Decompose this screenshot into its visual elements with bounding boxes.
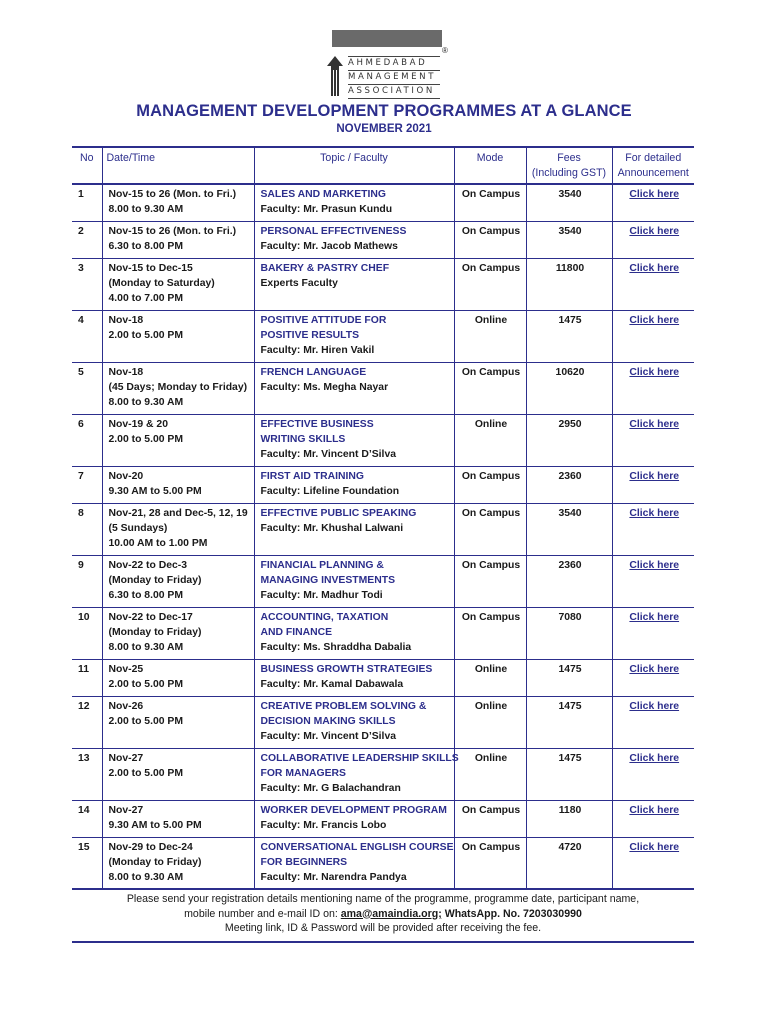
cell-topic-faculty	[254, 555, 454, 607]
cell-fee: 2360	[526, 555, 612, 607]
programme-title: COLLABORATIVE LEADERSHIP SKILLS	[260, 752, 459, 764]
cell-announcement	[612, 555, 694, 607]
table-row	[72, 800, 694, 837]
date-line: Nov-20	[108, 470, 144, 482]
logo-rule	[348, 84, 440, 85]
programme-title: SALES AND MARKETING	[260, 189, 386, 200]
cell-fee: 1475	[526, 696, 612, 748]
table-row	[72, 503, 694, 555]
cell-fee: 3540	[526, 221, 612, 258]
date-line: 10.00 AM to 1.00 PM	[108, 537, 208, 549]
click-here-link[interactable]: Click here	[629, 189, 680, 200]
cell-topic-faculty	[254, 221, 454, 258]
date-line: 8.00 to 9.30 AM	[108, 396, 184, 408]
cell-announcement	[612, 221, 694, 258]
logo-rule	[348, 56, 440, 57]
footer-divider	[72, 941, 694, 943]
cell-no: 5	[72, 362, 102, 414]
cell-no: 15	[72, 837, 102, 889]
cell-date-time	[102, 503, 254, 555]
faculty-name: Faculty: Mr. Kamal Dabawala	[260, 678, 404, 690]
date-line: 2.00 to 5.00 PM	[108, 433, 184, 445]
cell-no: 2	[72, 221, 102, 258]
click-here-link[interactable]: Click here	[629, 663, 680, 675]
table-header-row	[72, 147, 694, 184]
cell-mode: On Campus	[454, 466, 526, 503]
cell-date-time	[102, 310, 254, 362]
programme-title: POSITIVE RESULTS	[260, 329, 360, 341]
cell-mode: On Campus	[454, 837, 526, 889]
click-here-link[interactable]: Click here	[629, 507, 680, 519]
page-title: MANAGEMENT DEVELOPMENT PROGRAMMES AT A GLANCE	[136, 102, 632, 120]
date-line: (45 Days; Monday to Friday)	[108, 381, 248, 393]
cell-date-time	[102, 659, 254, 696]
cell-no: 3	[72, 258, 102, 310]
programme-title: POSITIVE ATTITUDE FOR	[260, 314, 387, 326]
table-row	[72, 696, 694, 748]
click-here-link[interactable]: Click here	[629, 262, 680, 274]
date-line: Nov-29 to Dec-24	[108, 841, 193, 853]
cell-fee: 3540	[526, 503, 612, 555]
cell-announcement	[612, 659, 694, 696]
cell-announcement	[612, 362, 694, 414]
date-line: Nov-25	[108, 663, 144, 675]
programme-title: ACCOUNTING, TAXATION	[260, 611, 389, 623]
cell-topic-faculty	[254, 659, 454, 696]
cell-announcement	[612, 748, 694, 800]
programme-title: CONVERSATIONAL ENGLISH COURSE	[260, 841, 454, 853]
programme-title: FINANCIAL PLANNING &	[260, 559, 384, 571]
cell-mode: Online	[454, 310, 526, 362]
date-line: Nov-26	[108, 700, 144, 712]
programmes-table-body	[72, 184, 694, 889]
cell-date-time	[102, 555, 254, 607]
whatsapp-number: WhatsApp. No. 7203030990	[441, 907, 582, 920]
faculty-name: Faculty: Mr. Madhur Todi	[260, 589, 383, 601]
cell-mode: On Campus	[454, 503, 526, 555]
cell-mode: On Campus	[454, 258, 526, 310]
programme-title: WRITING SKILLS	[260, 433, 346, 445]
footer-line-2-prefix: mobile number and e-mail ID on:	[184, 907, 341, 920]
programme-title: FIRST AID TRAINING	[260, 470, 365, 482]
ama-logo	[326, 30, 446, 100]
cell-announcement	[612, 184, 694, 221]
cell-date-time	[102, 800, 254, 837]
cell-no: 14	[72, 800, 102, 837]
date-line: Nov-18	[108, 314, 144, 326]
cell-mode: Online	[454, 696, 526, 748]
footer-line-2	[72, 907, 694, 922]
table-row	[72, 466, 694, 503]
cell-fee: 1475	[526, 748, 612, 800]
cell-topic-faculty	[254, 466, 454, 503]
table-row	[72, 748, 694, 800]
date-line: (5 Sundays)	[108, 522, 168, 534]
cell-announcement	[612, 800, 694, 837]
logo-rule	[348, 98, 440, 99]
header-fees: Fees (Including GST)	[526, 147, 612, 184]
faculty-name: Faculty: Ms. Megha Nayar	[260, 381, 389, 393]
cell-fee: 2360	[526, 466, 612, 503]
table-row	[72, 555, 694, 607]
date-line: Nov-22 to Dec-17	[108, 611, 193, 623]
cell-mode: Online	[454, 414, 526, 466]
table-row	[72, 310, 694, 362]
header-no: No	[72, 147, 102, 184]
programme-title: BAKERY & PASTRY CHEF	[260, 262, 390, 274]
faculty-name: Faculty: Mr. Khushal Lalwani	[260, 522, 404, 534]
cell-announcement	[612, 414, 694, 466]
ama-emblem-icon	[326, 56, 344, 96]
date-line: Nov-15 to Dec-15	[108, 262, 193, 274]
faculty-name: Faculty: Mr. Vincent D’Silva	[260, 730, 397, 742]
cell-mode: On Campus	[454, 221, 526, 258]
faculty-name: Faculty: Mr. Prasun Kundu	[260, 204, 393, 215]
cell-announcement	[612, 466, 694, 503]
cell-mode: On Campus	[454, 184, 526, 221]
faculty-name: Faculty: Mr. Narendra Pandya	[260, 871, 407, 883]
cell-mode: On Campus	[454, 555, 526, 607]
date-line: Nov-18	[108, 366, 144, 378]
cell-topic-faculty	[254, 414, 454, 466]
date-line: (Monday to Saturday)	[108, 277, 215, 289]
click-here-link[interactable]: Click here	[629, 611, 680, 623]
date-line: 9.30 AM to 5.00 PM	[108, 819, 202, 831]
date-line: 8.00 to 9.30 AM	[108, 204, 184, 215]
cell-mode: On Campus	[454, 607, 526, 659]
faculty-name: Experts Faculty	[260, 277, 338, 289]
cell-date-time	[102, 607, 254, 659]
table-row	[72, 184, 694, 221]
date-line: Nov-27	[108, 752, 144, 764]
footer-note	[72, 892, 694, 936]
cell-date-time	[102, 184, 254, 221]
cell-topic-faculty	[254, 607, 454, 659]
date-line: 6.30 to 8.00 PM	[108, 589, 184, 601]
click-here-link[interactable]: Click here	[629, 314, 680, 326]
cell-no: 12	[72, 696, 102, 748]
footer-line-1: Please send your registration details mentioning name of the programme, programme date, participant name,	[126, 893, 640, 905]
faculty-name: Faculty: Mr. Hiren Vakil	[260, 344, 375, 356]
cell-topic-faculty	[254, 258, 454, 310]
programme-title: CREATIVE PROBLEM SOLVING &	[260, 700, 427, 712]
cell-date-time	[102, 696, 254, 748]
cell-fee: 1475	[526, 659, 612, 696]
date-line: Nov-27	[108, 804, 144, 816]
programmes-table	[72, 146, 694, 890]
programme-title: MANAGING INVESTMENTS	[260, 574, 396, 586]
programme-title: WORKER DEVELOPMENT PROGRAM	[260, 804, 447, 816]
footer-line-3: Meeting link, ID & Password will be provided after receiving the fee.	[224, 922, 542, 934]
header-announcement: For detailed Announcement	[612, 147, 694, 184]
header-date: Date/Time	[102, 147, 254, 184]
date-line: 4.00 to 7.00 PM	[108, 292, 184, 304]
programme-title: BUSINESS GROWTH STRATEGIES	[260, 663, 433, 675]
cell-topic-faculty	[254, 837, 454, 889]
programme-title: PERSONAL EFFECTIVENESS	[260, 225, 407, 237]
date-line: Nov-21, 28 and Dec-5, 12, 19	[108, 507, 248, 519]
cell-date-time	[102, 466, 254, 503]
logo-line-1: AHMEDABAD	[348, 58, 428, 68]
table-row	[72, 414, 694, 466]
date-line: 6.30 to 8.00 PM	[108, 240, 184, 252]
cell-fee: 11800	[526, 258, 612, 310]
cell-topic-faculty	[254, 362, 454, 414]
date-line: Nov-22 to Dec-3	[108, 559, 188, 571]
cell-no: 4	[72, 310, 102, 362]
cell-fee: 10620	[526, 362, 612, 414]
header-topic: Topic / Faculty	[254, 147, 454, 184]
date-line: 9.30 AM to 5.00 PM	[108, 485, 202, 497]
cell-no: 1	[72, 184, 102, 221]
cell-fee: 1475	[526, 310, 612, 362]
cell-fee: 3540	[526, 184, 612, 221]
cell-no: 11	[72, 659, 102, 696]
cell-topic-faculty	[254, 696, 454, 748]
logo-bar	[332, 30, 442, 47]
click-here-link[interactable]: Click here	[629, 559, 680, 571]
cell-topic-faculty	[254, 184, 454, 221]
cell-fee: 7080	[526, 607, 612, 659]
cell-mode: Online	[454, 748, 526, 800]
date-line: 2.00 to 5.00 PM	[108, 767, 184, 779]
date-line: 2.00 to 5.00 PM	[108, 329, 184, 341]
cell-mode: On Campus	[454, 800, 526, 837]
click-here-link[interactable]: Click here	[629, 366, 680, 378]
cell-announcement	[612, 258, 694, 310]
cell-no: 8	[72, 503, 102, 555]
table-row	[72, 837, 694, 889]
date-line: (Monday to Friday)	[108, 574, 202, 586]
click-here-link[interactable]: Click here	[629, 700, 680, 712]
faculty-name: Faculty: Mr. Jacob Mathews	[260, 240, 398, 252]
date-line: Nov-15 to 26 (Mon. to Fri.)	[108, 189, 237, 200]
header-mode: Mode	[454, 147, 526, 184]
click-here-link[interactable]: Click here	[629, 418, 680, 430]
email-link[interactable]: ama@amaindia.org;	[340, 907, 442, 920]
cell-date-time	[102, 258, 254, 310]
table-row	[72, 607, 694, 659]
cell-topic-faculty	[254, 800, 454, 837]
cell-no: 13	[72, 748, 102, 800]
faculty-name: Faculty: Mr. Francis Lobo	[260, 819, 387, 831]
logo-line-2: MANAGEMENT	[348, 72, 437, 82]
faculty-name: Faculty: Mr. Vincent D’Silva	[260, 448, 397, 460]
cell-date-time	[102, 414, 254, 466]
cell-date-time	[102, 837, 254, 889]
programme-title: AND FINANCE	[260, 626, 333, 638]
date-line: 2.00 to 5.00 PM	[108, 678, 184, 690]
cell-topic-faculty	[254, 503, 454, 555]
table-row	[72, 258, 694, 310]
cell-no: 7	[72, 466, 102, 503]
programme-title: DECISION MAKING SKILLS	[260, 715, 396, 727]
table-row	[72, 221, 694, 258]
faculty-name: Faculty: Lifeline Foundation	[260, 485, 400, 497]
cell-fee: 1180	[526, 800, 612, 837]
date-line: 8.00 to 9.30 AM	[108, 871, 184, 883]
programme-title: FOR MANAGERS	[260, 767, 346, 779]
cell-mode: On Campus	[454, 362, 526, 414]
programme-title: EFFECTIVE BUSINESS	[260, 418, 374, 430]
table-row	[72, 362, 694, 414]
cell-announcement	[612, 503, 694, 555]
date-line: Nov-15 to 26 (Mon. to Fri.)	[108, 225, 237, 237]
date-line: 2.00 to 5.00 PM	[108, 715, 184, 727]
logo-line-3: ASSOCIATION	[348, 86, 435, 96]
click-here-link[interactable]: Click here	[629, 841, 680, 853]
page-subtitle: NOVEMBER 2021	[336, 123, 432, 135]
cell-announcement	[612, 310, 694, 362]
click-here-link[interactable]: Click here	[629, 752, 680, 764]
cell-no: 9	[72, 555, 102, 607]
programme-title: FOR BEGINNERS	[260, 856, 348, 868]
cell-no: 10	[72, 607, 102, 659]
registered-mark: ®	[442, 46, 448, 55]
cell-topic-faculty	[254, 748, 459, 800]
cell-no: 6	[72, 414, 102, 466]
date-line: (Monday to Friday)	[108, 626, 202, 638]
faculty-name: Faculty: Ms. Shraddha Dabalia	[260, 641, 412, 653]
table-row	[72, 659, 694, 696]
cell-date-time	[102, 748, 254, 800]
cell-mode: Online	[454, 659, 526, 696]
click-here-link[interactable]: Click here	[629, 470, 680, 482]
cell-fee: 2950	[526, 414, 612, 466]
cell-fee: 4720	[526, 837, 612, 889]
cell-announcement	[612, 696, 694, 748]
cell-date-time	[102, 221, 254, 258]
programme-title: EFFECTIVE PUBLIC SPEAKING	[260, 507, 417, 519]
cell-date-time	[102, 362, 254, 414]
faculty-name: Faculty: Mr. G Balachandran	[260, 782, 401, 794]
cell-announcement	[612, 837, 694, 889]
logo-rule	[348, 70, 440, 71]
cell-topic-faculty	[254, 310, 454, 362]
date-line: 8.00 to 9.30 AM	[108, 641, 184, 653]
programme-title: FRENCH LANGUAGE	[260, 366, 367, 378]
cell-announcement	[612, 607, 694, 659]
click-here-link[interactable]: Click here	[629, 225, 680, 237]
date-line: (Monday to Friday)	[108, 856, 202, 868]
date-line: Nov-19 & 20	[108, 418, 168, 430]
click-here-link[interactable]: Click here	[629, 804, 680, 816]
